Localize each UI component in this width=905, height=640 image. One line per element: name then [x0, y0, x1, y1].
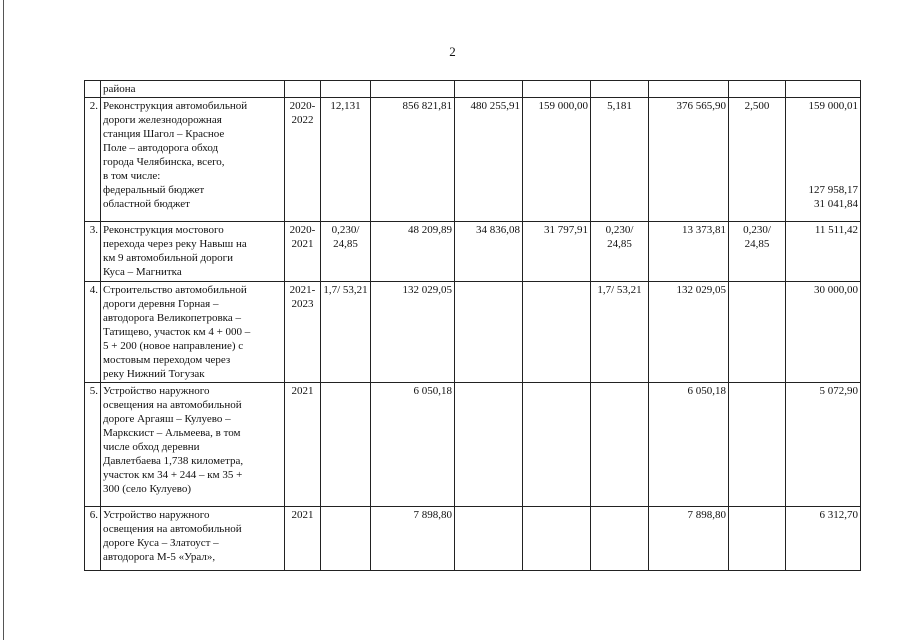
program-table: [84, 80, 861, 571]
cost-cell: [523, 81, 591, 98]
cost-total-cell: [371, 81, 455, 98]
length-cell: 1,7/ 53,21: [591, 282, 649, 383]
table-row: [85, 383, 861, 507]
cost-cell: 13 373,81: [649, 222, 729, 282]
object-name-line: дороги железнодорожная: [103, 114, 222, 126]
cost-total-cell: 48 209,89: [371, 222, 455, 282]
cost-cell: [523, 282, 591, 383]
table-row: [85, 98, 861, 222]
length-cell: 12,131: [321, 98, 371, 222]
period-cell: 2020-2021: [285, 222, 321, 282]
length-cell: [321, 507, 371, 571]
period-cell: 2021: [285, 507, 321, 571]
cost-total-cell: 856 821,81: [371, 98, 455, 222]
cost-final-line: 31 041,84: [814, 198, 858, 210]
object-name: [101, 98, 285, 222]
page-number: 2: [449, 44, 456, 59]
cost-cell: [455, 507, 523, 571]
cost-final-line: 159 000,01: [808, 100, 858, 112]
object-name-line: города Челябинска, всего,: [103, 156, 225, 168]
row-number: 2.: [85, 98, 101, 222]
length-cell: [591, 81, 649, 98]
cost-cell: 159 000,00: [523, 98, 591, 222]
length-cell: 5,181: [591, 98, 649, 222]
row-number: 6.: [85, 507, 101, 571]
cost-cell: 132 029,05: [649, 282, 729, 383]
cost-final-cell: [786, 383, 861, 507]
table-row: [85, 282, 861, 383]
page-edge-line: [3, 0, 4, 640]
length-cell: [591, 507, 649, 571]
object-name-line: станция Шагол – Красное: [103, 128, 225, 140]
length-cell: 0,230/ 24,85: [729, 222, 786, 282]
cost-total-cell: 7 898,80: [371, 507, 455, 571]
object-name-line: мостовым переходом через: [103, 354, 231, 366]
length-cell: [729, 383, 786, 507]
cost-cell: [649, 81, 729, 98]
length-cell: [729, 282, 786, 383]
cost-cell: 31 797,91: [523, 222, 591, 282]
period-cell: 2021-2023: [285, 282, 321, 383]
length-cell: [729, 81, 786, 98]
object-name-line: км 9 автомобильной дороги: [103, 252, 234, 264]
object-name-line: числе обход деревни: [103, 441, 200, 453]
object-name-line: федеральный бюджет: [103, 184, 205, 196]
cost-cell: 7 898,80: [649, 507, 729, 571]
object-name-line: Куса – Магнитка: [103, 266, 182, 278]
cost-cell: [455, 81, 523, 98]
cost-final-line: 5 072,90: [819, 385, 858, 397]
object-name-line: реку Нижний Тогузак: [103, 368, 205, 380]
object-name: [101, 282, 285, 383]
length-cell: [729, 507, 786, 571]
length-cell: [321, 81, 371, 98]
object-name-line: в том числе:: [103, 170, 161, 182]
table-row: [85, 222, 861, 282]
object-name-line: освещения на автомобильной: [103, 523, 242, 535]
object-name-line: дороге Аргаяш – Кулуево –: [103, 413, 231, 425]
object-name-line: Реконструкция автомобильной: [103, 100, 248, 112]
cost-total-cell: 6 050,18: [371, 383, 455, 507]
cost-final-cell: [786, 98, 861, 222]
cost-final-line: [788, 113, 858, 127]
cost-final-cell: [786, 282, 861, 383]
object-name-line: района: [103, 83, 136, 95]
table-row: [85, 507, 861, 571]
object-name-line: Устройство наружного: [103, 509, 210, 521]
table-row: [85, 81, 861, 98]
cost-final-line: [788, 169, 858, 183]
cost-final-cell: [786, 507, 861, 571]
cost-cell: [455, 383, 523, 507]
period-cell: 2021: [285, 383, 321, 507]
cost-final-line: [788, 141, 858, 155]
row-number: 5.: [85, 383, 101, 507]
cost-final-line: [788, 127, 858, 141]
object-name-line: освещения на автомобильной: [103, 399, 242, 411]
table-body: [85, 81, 861, 571]
object-name-line: Давлетбаева 1,738 километра,: [103, 455, 244, 467]
cost-cell: [455, 282, 523, 383]
length-cell: 0,230/ 24,85: [321, 222, 371, 282]
length-cell: [591, 383, 649, 507]
object-name: [101, 222, 285, 282]
row-number: 4.: [85, 282, 101, 383]
object-name-line: дороге Куса – Златоуст –: [103, 537, 219, 549]
cost-cell: [523, 507, 591, 571]
row-number: [85, 81, 101, 98]
object-name-line: перехода через реку Навыш на: [103, 238, 247, 250]
cost-cell: [523, 383, 591, 507]
object-name-line: 300 (село Кулуево): [103, 483, 192, 495]
object-name-line: Маркскист – Альмеева, в том: [103, 427, 241, 439]
object-name: [101, 81, 285, 98]
length-cell: 0,230/ 24,85: [591, 222, 649, 282]
object-name-line: дороги деревня Горная –: [103, 298, 219, 310]
period-cell: 2020-2022: [285, 98, 321, 222]
object-name-line: областной бюджет: [103, 198, 190, 210]
cost-final-cell: [786, 81, 861, 98]
length-cell: [321, 383, 371, 507]
object-name: [101, 383, 285, 507]
cost-cell: 480 255,91: [455, 98, 523, 222]
cost-cell: 6 050,18: [649, 383, 729, 507]
object-name-line: автодорога М-5 «Урал»,: [103, 551, 216, 563]
cost-final-line: 11 511,42: [814, 224, 858, 236]
object-name-line: 5 + 200 (новое направление) с: [103, 340, 244, 352]
object-name-line: автодорога Великопетровка –: [103, 312, 241, 324]
object-name-line: Татищево, участок км 4 + 000 –: [103, 326, 251, 338]
object-name-line: Устройство наружного: [103, 385, 210, 397]
object-name-line: участок км 34 + 244 – км 35 +: [103, 469, 243, 481]
length-cell: 2,500: [729, 98, 786, 222]
cost-final-line: [788, 155, 858, 169]
object-name-line: Строительство автомобильной: [103, 284, 247, 296]
cost-final-line: 30 000,00: [814, 284, 858, 296]
cost-cell: 376 565,90: [649, 98, 729, 222]
object-name: [101, 507, 285, 571]
row-number: 3.: [85, 222, 101, 282]
cost-total-cell: 132 029,05: [371, 282, 455, 383]
object-name-line: Реконструкция мостового: [103, 224, 224, 236]
cost-final-line: 127 958,17: [808, 184, 858, 196]
object-name-line: Поле – автодорога обход: [103, 142, 219, 154]
length-cell: 1,7/ 53,21: [321, 282, 371, 383]
cost-final-line: 6 312,70: [819, 509, 858, 521]
period-cell: [285, 81, 321, 98]
cost-final-cell: [786, 222, 861, 282]
cost-cell: 34 836,08: [455, 222, 523, 282]
